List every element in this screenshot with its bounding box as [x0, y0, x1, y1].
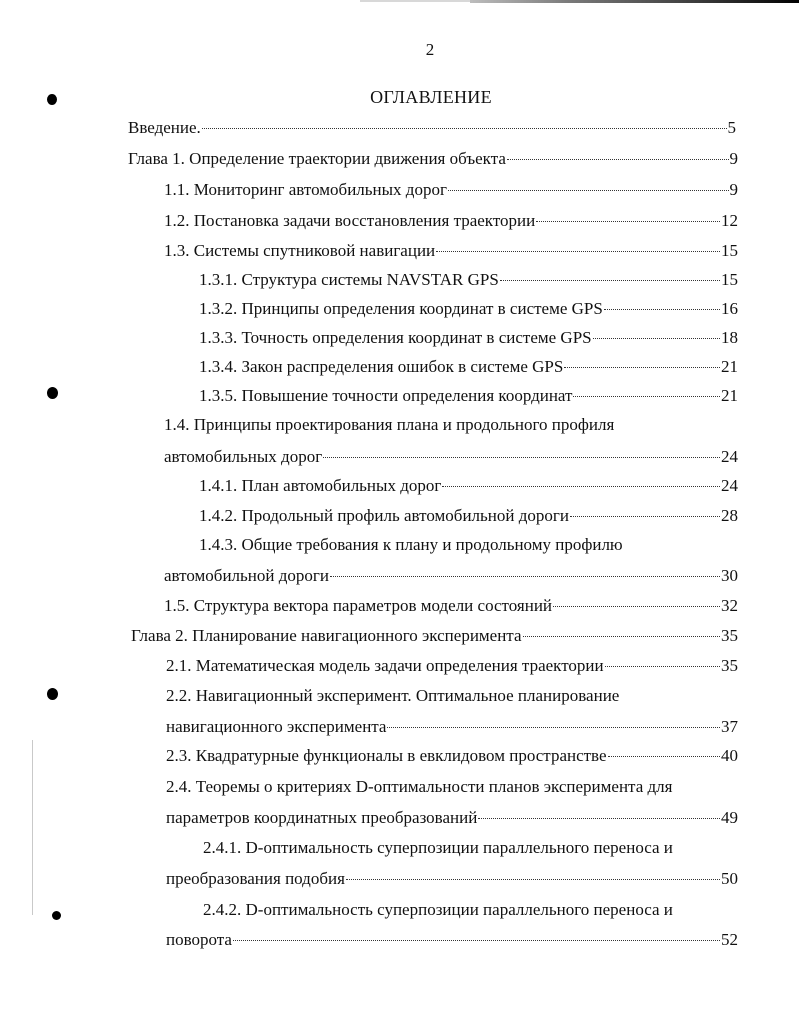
page-number: 2 — [425, 40, 435, 59]
toc-entry[interactable] — [166, 656, 738, 676]
dot-leader — [573, 396, 720, 397]
dot-leader — [330, 576, 720, 577]
toc-entry[interactable] — [199, 328, 738, 348]
toc-entry-page: 24 — [721, 447, 738, 466]
toc-entry[interactable] — [199, 270, 738, 290]
toc-entry-page: 40 — [721, 746, 738, 765]
dot-leader — [478, 818, 720, 819]
toc-entry-title: 2.3. Квадратурные функционалы в евклидовом пространстве — [166, 746, 607, 765]
toc-entry-title: Глава 2. Планирование навигационного эксперимента — [131, 626, 522, 645]
toc-entry-title: поворота — [166, 930, 232, 949]
dot-leader — [608, 756, 720, 757]
toc-entry-title: 1.1. Мониторинг автомобильных дорог — [164, 180, 447, 199]
toc-entry-title: 1.5. Структура вектора параметров модели состояний — [164, 596, 553, 615]
toc-entry-title: 1.3.4. Закон распределения ошибок в системе GPS — [199, 357, 564, 376]
dot-leader — [233, 940, 720, 941]
toc-entry[interactable] — [166, 808, 738, 828]
toc-entry-page: 15 — [721, 241, 738, 260]
toc-entry-page: 16 — [721, 299, 738, 318]
toc-entry[interactable] — [128, 149, 738, 169]
toc-entry[interactable] — [164, 566, 738, 586]
toc-entry-title: Введение. — [128, 118, 201, 137]
toc-entry[interactable] — [199, 357, 738, 377]
toc-entry[interactable] — [131, 626, 738, 646]
toc-entry-title: 1.3.3. Точность определения координат в системе GPS — [199, 328, 592, 347]
toc-entry[interactable] — [164, 596, 738, 616]
dot-leader — [323, 457, 720, 458]
dot-leader — [346, 879, 720, 880]
toc-entry[interactable] — [199, 535, 738, 555]
dot-leader — [523, 636, 721, 637]
toc-entry-title: автомобильной дороги — [164, 566, 329, 585]
toc-entry[interactable] — [166, 869, 738, 889]
dot-leader — [448, 190, 729, 191]
toc-entry-title: 1.4.3. Общие требования к плану и продольному профилю — [199, 535, 623, 554]
toc-entry[interactable] — [164, 180, 738, 200]
dot-leader — [507, 159, 729, 160]
toc-entry-page: 15 — [721, 270, 738, 289]
toc-entry-title: автомобильных дорог — [164, 447, 323, 466]
dot-leader — [202, 128, 727, 129]
toc-entry-page: 24 — [721, 476, 738, 495]
toc-entry-page: 50 — [721, 869, 738, 888]
toc-entry-page: 37 — [721, 717, 738, 736]
toc-entry[interactable] — [166, 930, 738, 950]
toc-entry-page: 12 — [721, 211, 738, 230]
dot-leader — [536, 221, 720, 222]
toc-entry[interactable] — [166, 717, 738, 737]
toc-entry-page: 32 — [721, 596, 738, 615]
toc-entry-title: 1.4.2. Продольный профиль автомобильной дороги — [199, 506, 569, 525]
toc-entry[interactable] — [164, 241, 738, 261]
toc-entry-page: 9 — [729, 180, 738, 199]
toc-entry[interactable] — [199, 476, 738, 496]
toc-entry-page: 21 — [721, 386, 738, 405]
dot-leader — [593, 338, 720, 339]
toc-entry[interactable] — [128, 118, 736, 138]
toc-entry-page: 21 — [721, 357, 738, 376]
toc-entry-page: 35 — [721, 626, 738, 645]
toc-entry[interactable] — [199, 386, 738, 406]
toc-entry-title: 1.3.1. Структура системы NAVSTAR GPS — [199, 270, 499, 289]
dot-leader — [605, 666, 720, 667]
dot-leader — [564, 367, 720, 368]
toc-entry-page: 18 — [721, 328, 738, 347]
toc-entry[interactable] — [199, 506, 738, 526]
dot-leader — [604, 309, 720, 310]
toc-entry-title: 1.3.5. Повышение точности определения координат — [199, 386, 573, 405]
toc-entry-page: 35 — [721, 656, 738, 675]
toc-entry-title: 1.4. Принципы проектирования плана и продольного профиля — [164, 415, 615, 434]
toc-entry[interactable] — [203, 900, 738, 920]
toc-entry[interactable] — [164, 415, 738, 435]
toc-entry-page: 30 — [721, 566, 738, 585]
toc-entry[interactable] — [164, 447, 738, 467]
toc-entry-title: 2.1. Математическая модель задачи определения траектории — [166, 656, 604, 675]
toc-entry[interactable] — [166, 686, 738, 706]
toc-entry[interactable] — [166, 777, 738, 797]
toc-entry[interactable] — [203, 838, 738, 858]
dot-leader — [436, 251, 720, 252]
toc-entry-title: 1.4.1. План автомобильных дорог — [199, 476, 442, 495]
dot-leader — [442, 486, 720, 487]
toc-entry-title: 1.3. Системы спутниковой навигации — [164, 241, 436, 260]
toc-entry-title: 2.4.1. D-оптимальность суперпозиции параллельного переноса и — [203, 838, 673, 857]
toc-entry-title: параметров координатных преобразований — [166, 808, 478, 827]
toc-entry-page: 9 — [729, 149, 738, 168]
dot-leader — [387, 727, 720, 728]
toc-entry-title: 1.3.2. Принципы определения координат в системе GPS — [199, 299, 603, 318]
toc-entry[interactable] — [164, 211, 738, 231]
toc-entry-page: 49 — [721, 808, 738, 827]
toc-entry-page: 5 — [727, 118, 736, 137]
toc-entry-title: 2.4.2. D-оптимальность суперпозиции параллельного переноса и — [203, 900, 673, 919]
toc-entry[interactable] — [166, 746, 738, 766]
dot-leader — [500, 280, 720, 281]
dot-leader — [570, 516, 720, 517]
toc-entry-title: навигационного эксперимента — [166, 717, 387, 736]
toc-entry-page: 52 — [721, 930, 738, 949]
toc-entry-title: 1.2. Постановка задачи восстановления траектории — [164, 211, 536, 230]
toc-entry-page: 28 — [721, 506, 738, 525]
toc-entry-title: 2.4. Теоремы о критериях D-оптимальности планов эксперимента для — [166, 777, 673, 796]
toc-entry-title: преобразования подобия — [166, 869, 345, 888]
toc-title: ОГЛАВЛЕНИЕ — [370, 87, 492, 107]
toc-entry[interactable] — [199, 299, 738, 319]
dot-leader — [553, 606, 720, 607]
toc-entry-title: 2.2. Навигационный эксперимент. Оптимальное планирование — [166, 686, 620, 705]
toc-entry-title: Глава 1. Определение траектории движения объекта — [128, 149, 506, 168]
